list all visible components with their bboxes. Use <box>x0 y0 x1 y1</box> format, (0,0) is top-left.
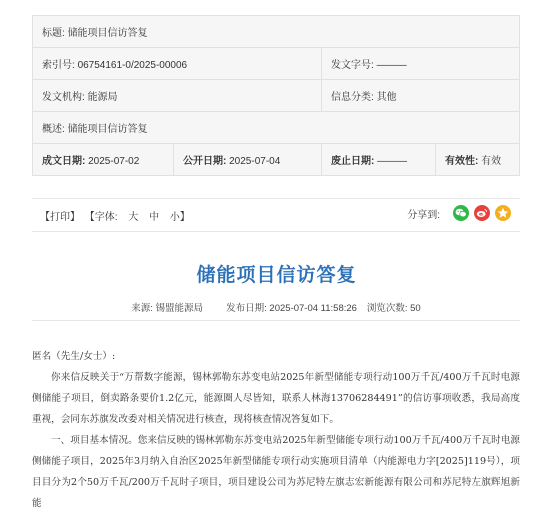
category-cell <box>322 80 520 112</box>
article-title: 储能项目信访答复 <box>196 265 357 286</box>
category-label: 信息分类: <box>331 92 374 103</box>
article-date: 发布日期: 2025-07-04 11:58:26 <box>226 303 357 314</box>
created-date-value: 2025-07-02 <box>88 156 140 167</box>
title-value: 储能项目信访答复 <box>67 28 148 39</box>
docno-cell <box>322 48 520 80</box>
validity-cell <box>436 144 520 176</box>
index-label: 索引号: <box>42 60 75 71</box>
article-toolbar <box>32 198 520 232</box>
article-info <box>32 300 520 314</box>
share-label: 分享到: <box>407 209 440 221</box>
summary-label: 概述: <box>42 124 65 135</box>
title-divider <box>32 320 520 321</box>
abolish-date-value: ——— <box>377 156 408 167</box>
qzone-icon[interactable] <box>495 205 511 221</box>
validity-label: 有效性: <box>445 156 479 167</box>
summary-value: 储能项目信访答复 <box>67 124 148 135</box>
abolish-date-label: 废止日期: <box>331 156 375 167</box>
title-cell <box>33 16 520 48</box>
print-button[interactable]: 【打印】 <box>40 212 80 223</box>
index-value: 06754161-0/2025-00006 <box>77 60 188 71</box>
created-date-label: 成文日期: <box>42 156 86 167</box>
weibo-icon[interactable] <box>474 205 490 221</box>
font-large-button[interactable]: 大 <box>128 212 139 223</box>
issuer-cell <box>33 80 322 112</box>
toolbar-left <box>40 208 200 223</box>
greeting: 匿名（先生/女士）: <box>32 351 116 362</box>
docno-value: ——— <box>376 60 407 71</box>
summary-cell <box>33 112 520 144</box>
article-body <box>32 346 520 514</box>
published-date-label: 公开日期: <box>183 156 227 167</box>
wechat-icon[interactable] <box>453 205 469 221</box>
title-label: 标题: <box>42 28 65 39</box>
issuer-label: 发文机构: <box>42 92 85 103</box>
validity-value: 有效 <box>481 156 502 167</box>
docno-label: 发文字号: <box>331 60 374 71</box>
abolish-date-cell <box>322 144 436 176</box>
font-size-label: 【字体: <box>84 212 118 223</box>
index-cell <box>33 48 322 80</box>
font-small-button[interactable]: 小】 <box>169 212 190 223</box>
article-views: 浏览次数: 50 <box>366 303 421 314</box>
font-size-options <box>128 212 198 223</box>
category-value: 其他 <box>376 92 397 103</box>
paragraph-1: 你来信反映关于“万帮数字能源，锡林郭勒东苏变电站2025年新型储能专项行动100万千瓦/400万千瓦时电源侧储能子项目，倒卖路条要价1.2亿元，能源圈人尽皆知，联系人林海13706284491”的信访事项收悉，我局高度重视，会同东苏旗发改委对相关情况进行核查，现将核查情况答复如下。 <box>32 372 520 425</box>
document-metadata-table <box>32 15 520 176</box>
published-date-value: 2025-07-04 <box>229 156 281 167</box>
issuer-value: 能源局 <box>87 92 118 103</box>
article-source: 来源: 锡盟能源局 <box>131 303 204 314</box>
created-date-cell <box>33 144 174 176</box>
published-date-cell <box>174 144 322 176</box>
paragraph-2: 一、项目基本情况。您来信反映的锡林郭勒东苏变电站2025年新型储能专项行动100万千瓦/400万千瓦时电源侧储能子项目，2025年3月纳入自治区2025年新型储能专项行动实施项目清单（内能源电力字[2025]119号），项目目分为2个50万千瓦/200万千瓦时子项目，项目建设公司为苏尼特左旗志宏新能源有限公司和苏尼特左旗辉旭新能 <box>32 435 520 509</box>
share-area <box>407 205 511 221</box>
font-medium-button[interactable]: 中 <box>149 212 160 223</box>
